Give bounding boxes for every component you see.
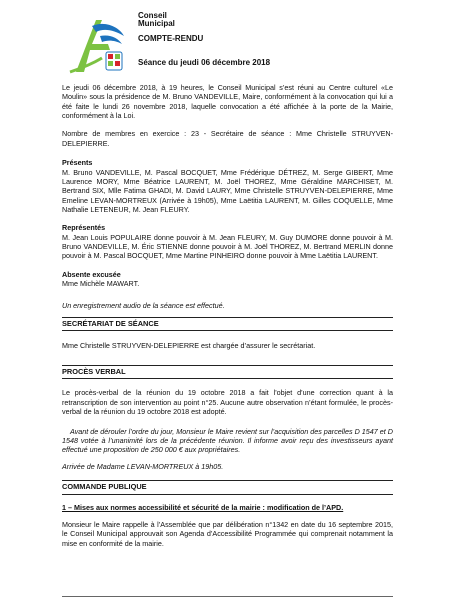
secretariat-text: Mme Christelle STRUYVEN-DELEPIERRE est chargée d’assurer le secrétariat. — [62, 341, 316, 351]
organization-name: Conseil Municipal — [138, 11, 175, 28]
secretariat-heading: SECRÉTARIAT DE SÉANCE — [62, 317, 393, 332]
session-date: Séance du jeudi 06 décembre 2018 — [138, 58, 271, 67]
intro-paragraph: Le jeudi 06 décembre 2018, à 19 heures, le Conseil Municipal s’est réuni au Centre culturel «Le Moulin» sous la présidence de M. Bruno VANDEVILLE, Maire, conformément à la convocation qui lui a été faite le lundi 26 novembre 2018, laquelle convocation a été affichée à la porte de la Mairie, conformément à la Loi. — [62, 83, 393, 121]
proces-note: Avant de dérouler l’ordre du jour, Monsieur le Maire revient sur l’acquisition des parcelles D 1547 et D 1548 votée à l’unanimité lors de la précédente réunion. Il informe avoir reçu des investisseurs ayant effectué une proposition de 250 000 € aux propriétaires. — [62, 426, 393, 455]
municipal-logo-icon — [62, 14, 128, 80]
excused-title: Absente excusée — [62, 269, 121, 279]
represented-list: M. Jean Louis POPULAIRE donne pouvoir à M. Jean FLEURY, M. Guy DUMORE donne pouvoir à M. Bruno VANDEVILLE, M. Éric STIENNE donne pouvoir à M. Joël THOREZ, M. Bertrand MERLIN donne pouvoir à M. Pascal BOCQUET, Mme Martine PINHEIRO donne pouvoir à Mme Laëtitia LAURENT. — [62, 232, 393, 261]
excused-section — [62, 270, 393, 289]
represented-section — [62, 223, 393, 260]
commande-item-text: Monsieur le Maire rappelle à l’Assemblée que par délibération n°1342 en date du 16 septembre 2015, le Conseil Municipal approuvait son Agenda d’Accessibilité Programmée qui comprenait notamment la mise en conformité de la mairie. — [62, 519, 393, 548]
document-header — [62, 12, 393, 82]
proces-text: Le procès-verbal de la réunion du 19 octobre 2018 a fait l’objet d’une correction quant à la retranscription de son intervention au point n°25. Aucune autre observation n’étant formulée, le procès-verbal de la réunion du 19 octobre 2018 est adopté. — [62, 388, 393, 417]
commande-heading: COMMANDE PUBLIQUE — [62, 480, 393, 495]
document-body — [62, 83, 393, 548]
audio-note: Un enregistrement audio de la séance est effectué. — [62, 301, 225, 311]
proces-heading: PROCÈS VERBAL — [62, 365, 393, 380]
arrival-note: Arrivée de Madame LEVAN-MORTREUX à 19h05. — [62, 461, 224, 471]
presents-list: M. Bruno VANDEVILLE, M. Pascal BOCQUET, Mme Frédérique DÉTREZ, M. Serge GIBERT, Mme Laurence MORY, Mme Béatrice LAURENT, M. Joël THOREZ, Mme Géraldine MARCHISET, M. Bertrand SIX, Mlle Fatima GHADI, M. David LAURY, Mme Christelle STRUYVEN-DELEPIERRE, Mme Emeline LEVAN-MORTREUX (Arrivée à 19h05), Mme Laëtitia LAURENT, M. Gilles COQUELLE, Mme Nathalie LETENEUR, M. Jean FLEURY. — [62, 167, 393, 214]
members-paragraph: Nombre de membres en exercice : 23 - Secrétaire de séance : Mme Christelle STRUYVEN-DELEPIERRE. — [62, 129, 393, 148]
page-bottom-divider — [62, 596, 393, 597]
presents-title: Présents — [62, 158, 93, 168]
presents-section — [62, 158, 393, 214]
excused-list: Mme Michèle MAWART. — [62, 279, 140, 289]
represented-title: Représentés — [62, 223, 106, 233]
commande-item-title: 1 – Mises aux normes accessibilité et sécurité de la mairie : modification de l’APD. — [62, 502, 344, 512]
document-type: COMPTE-RENDU — [138, 34, 204, 43]
